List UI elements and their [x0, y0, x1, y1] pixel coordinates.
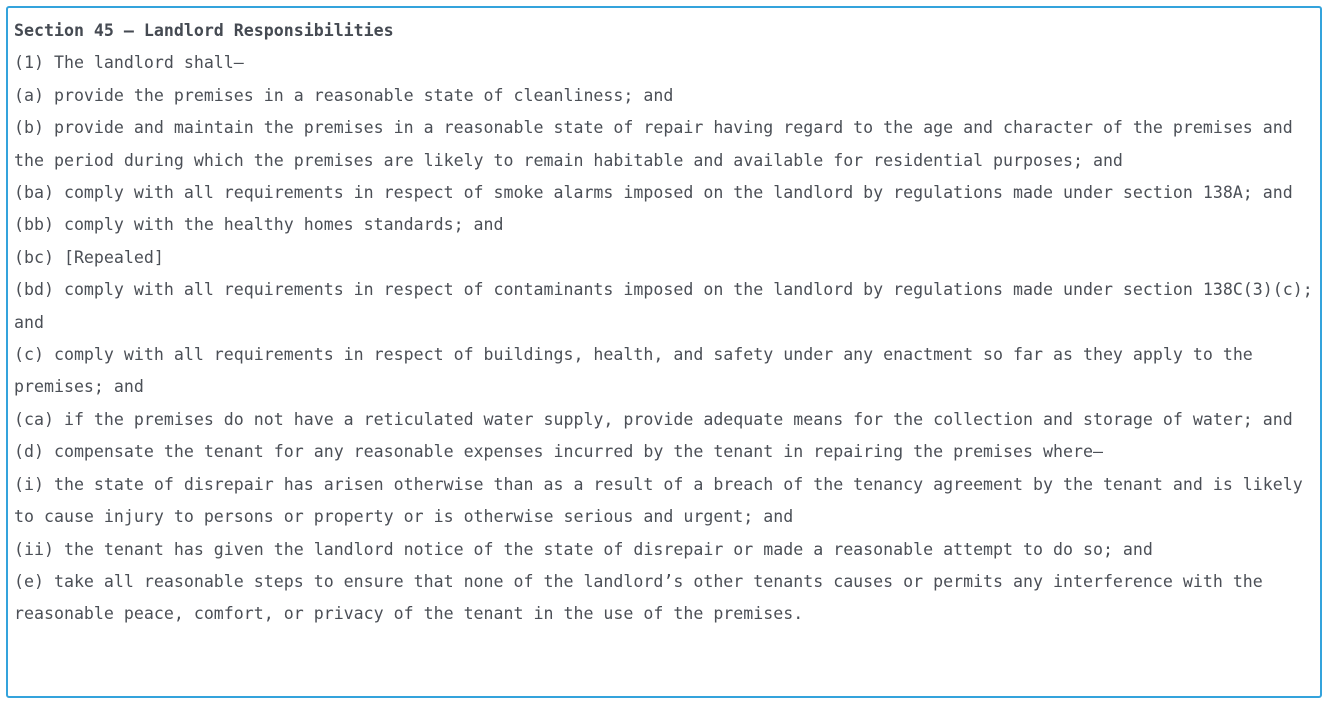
paragraph-bd: (bd) comply with all requirements in respect of contaminants imposed on the landlord by regulations made under section 138C(3)(c); and: [14, 280, 1313, 332]
paragraph-ba: (ba) comply with all requirements in respect of smoke alarms imposed on the landlord by regulations made under section 138A; and: [14, 183, 1293, 203]
document-body: [14, 15, 1318, 631]
document-frame: [6, 6, 1322, 698]
section-heading: Section 45 – Landlord Responsibilities: [14, 21, 394, 40]
paragraph-bb: (bb) comply with the healthy homes standards; and: [14, 215, 504, 235]
paragraph-1: (1) The landlord shall—: [14, 53, 244, 73]
paragraph-bc: (bc) [Repealed]: [14, 247, 164, 267]
paragraph-d-i: (i) the state of disrepair has arisen otherwise than as a result of a breach of the tenancy agreement by the tenant and is likely to cause injury to persons or property or is otherwise serious and urgent; and: [14, 474, 1303, 527]
paragraph-b: (b) provide and maintain the premises in a reasonable state of repair having regard to the age and character of the premises and the period during which the premises are likely to remain habitable and available for residential purposes; and: [14, 118, 1293, 170]
paragraph-d: (d) compensate the tenant for any reasonable expenses incurred by the tenant in repairing the premises where—: [14, 442, 1103, 462]
paragraph-a: (a) provide the premises in a reasonable state of cleanliness; and: [14, 85, 674, 105]
paragraph-c: (c) comply with all requirements in respect of buildings, health, and safety under any enactment so far as they apply to the premises; and: [14, 345, 1253, 397]
paragraph-e: (e) take all reasonable steps to ensure that none of the landlord’s other tenants causes or permits any interference with the reasonable peace, comfort, or privacy of the tenant in the use of the premises.: [14, 571, 1263, 624]
paragraph-ca: (ca) if the premises do not have a reticulated water supply, provide adequate means for the collection and storage of water; and: [14, 409, 1293, 429]
paragraph-d-ii: (ii) the tenant has given the landlord notice of the state of disrepair or made a reasonable attempt to do so; and: [14, 539, 1153, 559]
